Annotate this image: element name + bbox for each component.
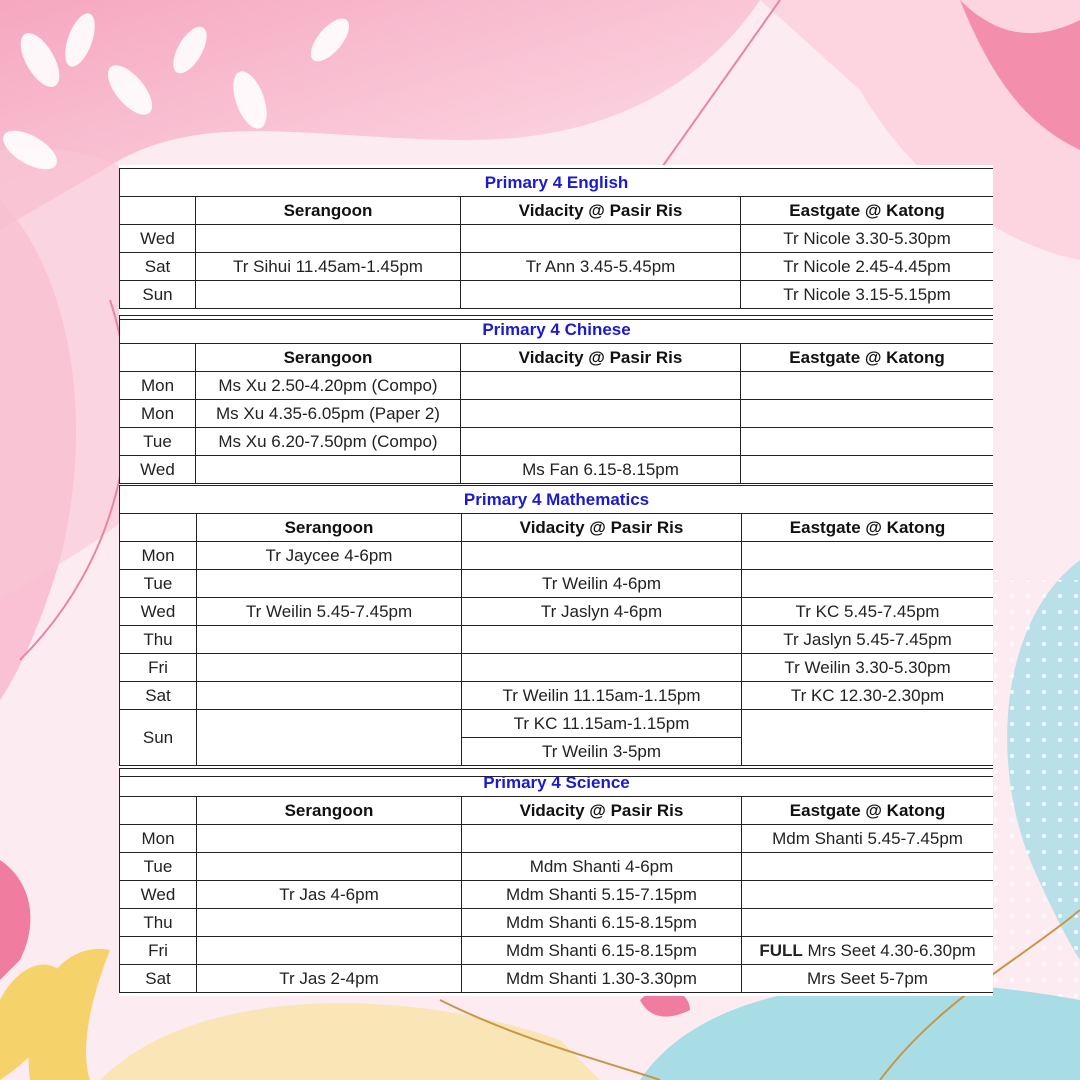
class-cell: Mdm Shanti 5.15-7.15pm — [462, 881, 742, 909]
table-row — [120, 598, 994, 626]
table-row — [120, 965, 994, 993]
class-cell — [197, 710, 462, 766]
day-cell: Sun — [120, 281, 196, 309]
class-cell — [196, 281, 461, 309]
column-header-eastgate: Eastgate @ Katong — [742, 514, 994, 542]
class-cell — [742, 881, 994, 909]
day-cell: Mon — [120, 542, 197, 570]
class-cell — [742, 909, 994, 937]
class-cell — [742, 937, 994, 965]
day-header — [120, 197, 196, 225]
day-cell: Mon — [120, 400, 196, 428]
class-cell: Mdm Shanti 4-6pm — [462, 853, 742, 881]
column-header-serangoon: Serangoon — [196, 197, 461, 225]
table-row — [120, 542, 994, 570]
class-cell — [741, 428, 994, 456]
day-cell: Mon — [120, 825, 197, 853]
class-cell: Tr KC 11.15am-1.15pm — [462, 710, 742, 738]
table-row — [120, 428, 994, 456]
section-title-english: Primary 4 English — [120, 169, 994, 197]
day-cell: Tue — [120, 853, 197, 881]
class-cell: Tr Jaycee 4-6pm — [197, 542, 462, 570]
column-header-vidacity: Vidacity @ Pasir Ris — [461, 344, 741, 372]
class-cell — [197, 825, 462, 853]
table-row — [120, 909, 994, 937]
table-row — [120, 372, 994, 400]
class-cell: Tr Weilin 4-6pm — [462, 570, 742, 598]
class-cell: Mdm Shanti 1.30-3.30pm — [462, 965, 742, 993]
day-cell: Wed — [120, 456, 196, 484]
class-cell — [461, 400, 741, 428]
table-row — [120, 937, 994, 965]
day-header — [120, 514, 197, 542]
class-cell — [196, 225, 461, 253]
class-cell — [741, 372, 994, 400]
class-cell: Mdm Shanti 5.45-7.45pm — [742, 825, 994, 853]
class-cell: Mdm Shanti 6.15-8.15pm — [462, 937, 742, 965]
day-cell: Thu — [120, 909, 197, 937]
class-cell — [196, 456, 461, 484]
column-header-vidacity: Vidacity @ Pasir Ris — [462, 514, 742, 542]
column-header-serangoon: Serangoon — [196, 344, 461, 372]
table-row — [120, 570, 994, 598]
table-row — [120, 710, 994, 738]
class-cell — [461, 428, 741, 456]
table-row — [120, 682, 994, 710]
mathematics-table — [119, 485, 993, 777]
table-row — [120, 456, 994, 484]
day-cell: Sat — [120, 253, 196, 281]
table-row — [120, 281, 994, 309]
column-header-serangoon: Serangoon — [197, 797, 462, 825]
science-table — [119, 768, 993, 993]
class-cell: Tr Nicole 3.30-5.30pm — [741, 225, 994, 253]
day-cell: Wed — [120, 881, 197, 909]
day-cell: Sun — [120, 710, 197, 766]
class-cell: Tr Nicole 3.15-5.15pm — [741, 281, 994, 309]
class-cell-text: Mrs Seet 4.30-6.30pm — [807, 940, 976, 960]
table-row — [120, 825, 994, 853]
class-cell — [461, 281, 741, 309]
table-row — [120, 654, 994, 682]
class-cell: Tr Weilin 3.30-5.30pm — [742, 654, 994, 682]
class-cell: Tr Jaslyn 4-6pm — [462, 598, 742, 626]
class-cell: Tr KC 12.30-2.30pm — [742, 682, 994, 710]
class-cell: Tr Jas 2-4pm — [197, 965, 462, 993]
class-cell — [462, 825, 742, 853]
class-cell — [741, 456, 994, 484]
class-cell — [742, 570, 994, 598]
class-cell — [741, 400, 994, 428]
class-cell: Tr KC 5.45-7.45pm — [742, 598, 994, 626]
class-cell: Ms Xu 2.50-4.20pm (Compo) — [196, 372, 461, 400]
day-cell: Tue — [120, 570, 197, 598]
day-header — [120, 344, 196, 372]
day-header — [120, 797, 197, 825]
class-cell — [197, 909, 462, 937]
class-cell: Tr Weilin 3-5pm — [462, 738, 742, 766]
class-cell: Tr Jas 4-6pm — [197, 881, 462, 909]
column-header-eastgate: Eastgate @ Katong — [741, 197, 994, 225]
day-cell: Mon — [120, 372, 196, 400]
class-cell — [462, 542, 742, 570]
class-cell: Tr Weilin 5.45-7.45pm — [197, 598, 462, 626]
section-title-mathematics: Primary 4 Mathematics — [120, 486, 994, 514]
class-cell — [462, 626, 742, 654]
day-cell: Wed — [120, 598, 197, 626]
class-cell: Tr Ann 3.45-5.45pm — [461, 253, 741, 281]
table-row — [120, 253, 994, 281]
class-cell: Tr Jaslyn 5.45-7.45pm — [742, 626, 994, 654]
class-cell — [742, 710, 994, 766]
class-cell — [742, 853, 994, 881]
column-header-vidacity: Vidacity @ Pasir Ris — [462, 797, 742, 825]
class-cell — [197, 937, 462, 965]
table-row — [120, 881, 994, 909]
schedule-sheet — [119, 165, 993, 996]
chinese-table — [119, 315, 993, 484]
class-cell — [197, 654, 462, 682]
column-header-eastgate: Eastgate @ Katong — [741, 344, 994, 372]
class-cell — [197, 570, 462, 598]
day-cell: Wed — [120, 225, 196, 253]
section-title-science: Primary 4 Science — [120, 769, 994, 797]
class-cell: Tr Nicole 2.45-4.45pm — [741, 253, 994, 281]
class-cell: Tr Weilin 11.15am-1.15pm — [462, 682, 742, 710]
class-cell: Tr Sihui 11.45am-1.45pm — [196, 253, 461, 281]
class-cell: Ms Fan 6.15-8.15pm — [461, 456, 741, 484]
class-cell — [197, 682, 462, 710]
full-badge: FULL — [759, 940, 803, 960]
day-cell: Fri — [120, 654, 197, 682]
column-header-serangoon: Serangoon — [197, 514, 462, 542]
class-cell: Mdm Shanti 6.15-8.15pm — [462, 909, 742, 937]
table-row — [120, 225, 994, 253]
class-cell: Ms Xu 6.20-7.50pm (Compo) — [196, 428, 461, 456]
class-cell — [462, 654, 742, 682]
class-cell — [461, 225, 741, 253]
class-cell — [742, 542, 994, 570]
class-cell: Ms Xu 4.35-6.05pm (Paper 2) — [196, 400, 461, 428]
day-cell: Thu — [120, 626, 197, 654]
class-cell: Mrs Seet 5-7pm — [742, 965, 994, 993]
column-header-vidacity: Vidacity @ Pasir Ris — [461, 197, 741, 225]
day-cell: Tue — [120, 428, 196, 456]
table-row — [120, 400, 994, 428]
class-cell — [197, 853, 462, 881]
english-table — [119, 168, 993, 320]
day-cell: Fri — [120, 937, 197, 965]
section-title-chinese: Primary 4 Chinese — [120, 316, 994, 344]
table-row — [120, 853, 994, 881]
class-cell — [197, 626, 462, 654]
table-row — [120, 626, 994, 654]
class-cell — [461, 372, 741, 400]
day-cell: Sat — [120, 682, 197, 710]
day-cell: Sat — [120, 965, 197, 993]
column-header-eastgate: Eastgate @ Katong — [742, 797, 994, 825]
